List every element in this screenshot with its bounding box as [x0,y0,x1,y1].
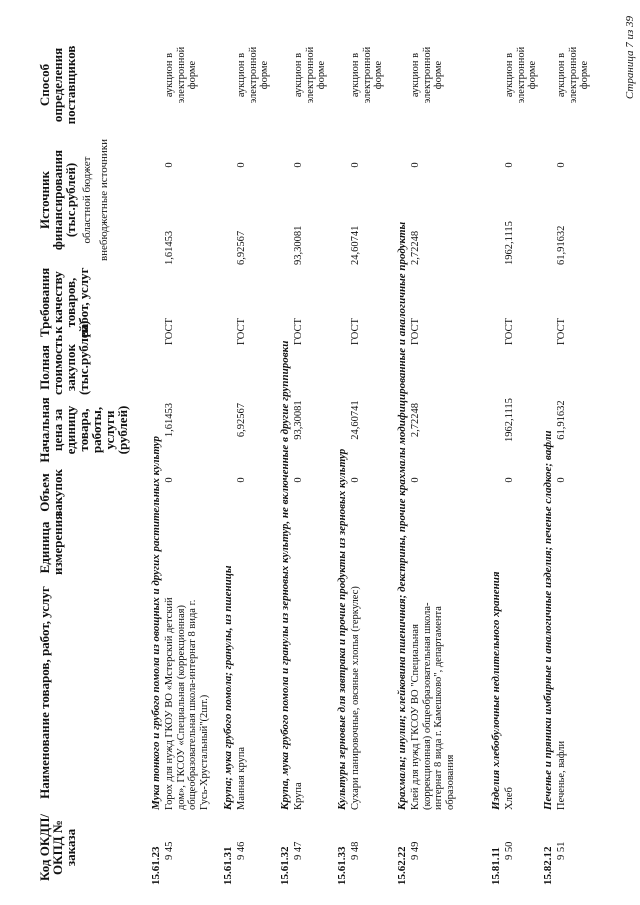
table-header [0,0,155,905]
rotated-sheet: Код ОКДП/ ОКПД № заказа Наименование товаров, работ, услуг Единица измерения Объем закупок Начальная цена за единицу товара, работы, услуги (рублей) Полная стоимость закупок (тыс.рублей) Требования к качеству товаров, работ, услуг Источник финансирования (тыс.рублей) областной бюджет внебюджетные источники Способ определения поставщиков 15.61.23 Мука тонкого и грубого помола из овощных и других растительных культур 9 45 Горох для нужд ГКОУ ВО «Мстерский детский дом», ГКСОУ «Специальная (коррекционная) общеобразовательная школа-интернат 8 вида г. Гусь-Хрустальный"(2шт.) 0 1,61453 ГОСТ 1,61453 0 аукцион в электронной форме 15.61.31 Крупа; мука грубого помола; гранулы, из пшеницы 9 46 Манная крупа 0 6,92567 ГОСТ 6,92567 0 аукцион в электронной форме 15.61.32 Крупа, мука грубого помола и гранулы из зерновых культур, не включенные в другие группировки 9 47 Крупа 0 93,30081 ГОСТ 93,30081 0 аукцион в электронной форме 15.61.33 Культуры зерновые для завтрака и прочие продукты из зерновых культур 9 48 Сухари панировочные, овсяные хлопья (геркулес) 0 24,60741 ГОСТ 24,60741 0 аукцион в электронной форме 15.62.22 Крахмалы; инулин; клейковина пшеничная; декстрины, прочие крахмалы модифицированные и аналогичные продукты 9 49 Клей для нужд ГКСОУ ВО "Специальная (коррекционная) общеобразовательная школа-интернат 8 вида г. Камешково", департамента образования 0 2,72248 ГОСТ 2,72248 0 аукцион в электронной форме 15.81.11 Изделия хлебобулочные недлительного хранения 9 50 Хлеб 0 1962,1115 ГОСТ 1962,1115 0 аукцион в электронной форме 15.82.12 Печенье и пряники имбирные и аналогичные изделия; печенье сладкое; вафли 9 51 Печенье, вафли 0 61,91632 ГОСТ 61,91632 0 аукцион в электронной форме Страница 7 из 39 [0,0,640,905]
header-code: Код ОКДП/ ОКПД № заказа [37,814,78,881]
page-number: Страница 7 из 39 [624,16,636,100]
header-method: Способ определения поставщиков [37,45,78,125]
header-name: Наименование товаров, работ, услуг [37,586,52,799]
header-finance-vb: внебюджетные источники [98,138,110,262]
header-quality: Требования к качеству товаров, работ, услуг [37,267,91,338]
header-price: Начальная цена за единицу товара, работы, услуги (рублей) [37,397,130,463]
header-finance-ob: областной бюджет [81,156,93,244]
header-finance: Источник финансирования (тыс.рублей) областной бюджет внебюджетные источники [0,135,155,265]
header-volume: Объем закупок [37,469,65,517]
header-total: Полная стоимость закупок (тыс.рублей) [37,320,91,395]
header-unit: Единица измерения [37,512,65,575]
